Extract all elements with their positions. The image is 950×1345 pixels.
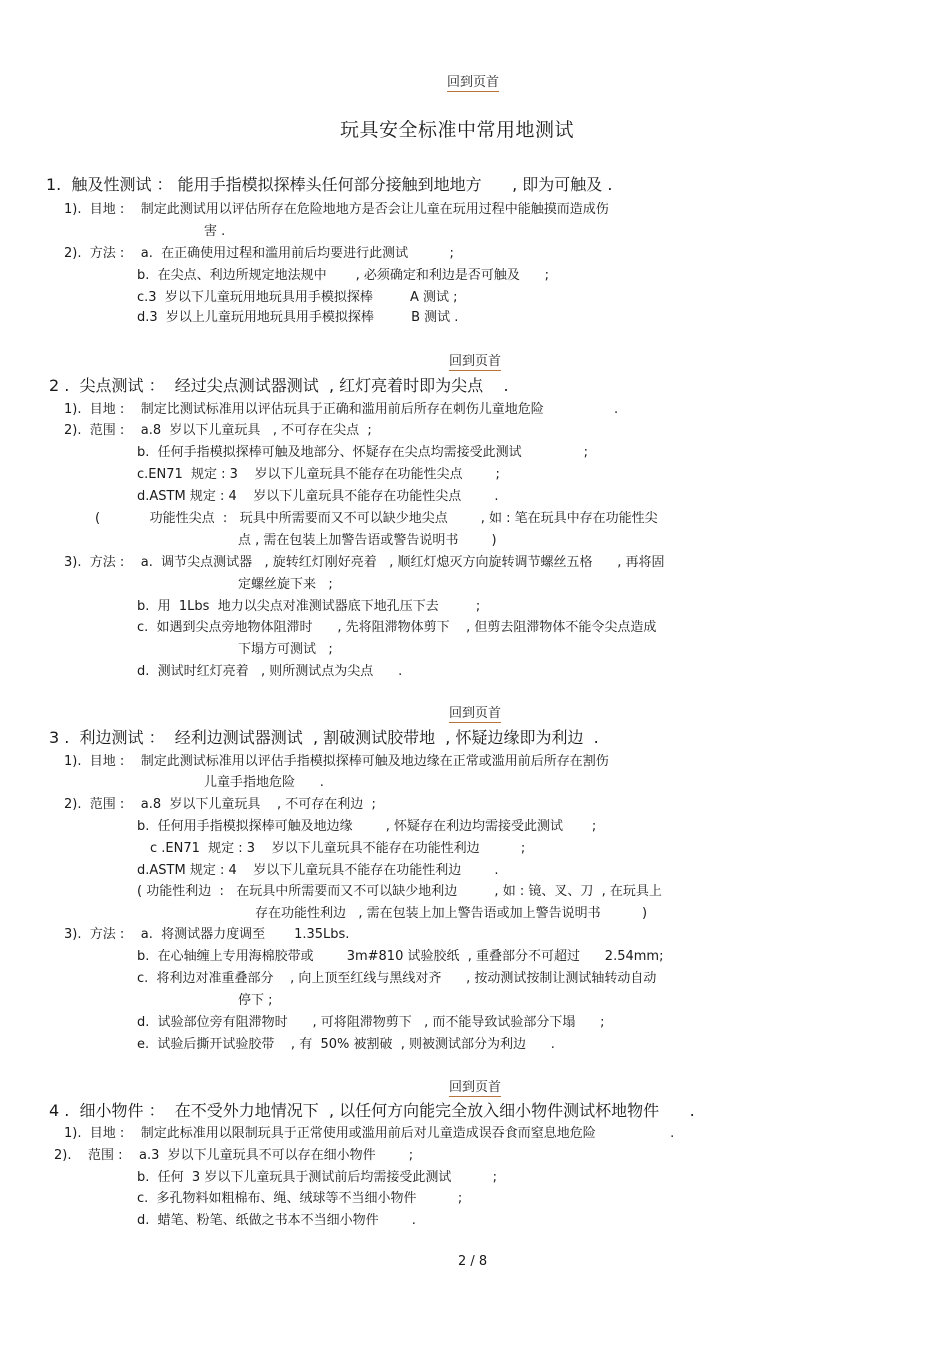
text-line: 儿童手指地危险 . xyxy=(204,775,324,790)
text-line: c. 如遇到尖点旁地物体阻滞时 , 先将阻滞物体剪下 , 但剪去阻滞物体不能令尖点造成 xyxy=(137,620,657,635)
text-line: ( 功能性尖点 : 玩具中所需要而又不可以缺少地尖点 , 如 : 笔在玩具中存在功能性尖 xyxy=(95,511,658,526)
text-line: 1). 目地 : 制定比测试标准用以评估玩具于正确和滥用前后所存在刺伤儿童地危险 . xyxy=(64,402,619,417)
text-line: 2). 范围 : a.8 岁以下儿童玩具 , 不可存在尖点 ; xyxy=(64,423,372,438)
text-line: c. 将利边对准重叠部分 , 向上顶至红线与黑线对齐 , 按动测试按制让测试轴转动自动 xyxy=(137,971,657,986)
text-line: 下塌方可测试 ; xyxy=(238,642,333,657)
text-line: 害 . xyxy=(204,224,226,239)
text-line: d.ASTM 规定 : 4 岁以下儿童玩具不能存在功能性利边 . xyxy=(137,863,499,878)
text-line: 点 , 需在包装上加警告语或警告说明书 ) xyxy=(238,533,497,548)
text-line: c.EN71 规定 : 3 岁以下儿童玩具不能存在功能性尖点 ; xyxy=(137,467,500,482)
section-heading-2: 2 . 尖点测试 ： 经过尖点测试器测试 , 红灯亮着时即为尖点 . xyxy=(49,376,509,395)
text-line: 3). 方法 : a. 将测试器力度调至 1.35Lbs. xyxy=(64,927,350,942)
text-line: 2). 范围 : a.8 岁以下儿童玩具 , 不可存在利边 ; xyxy=(64,797,376,812)
text-line: e. 试验后撕开试验胶带 , 有 50% 被割破 , 则被测试部分为利边 . xyxy=(137,1037,555,1052)
section-heading-4: 4 . 细小物件 ： 在不受外力地情况下 , 以任何方向能完全放入细小物件测试杯地物件 . xyxy=(49,1101,695,1120)
back-to-top-link-3[interactable]: 回到页首 xyxy=(449,702,501,723)
text-line: 停下 ; xyxy=(238,993,273,1008)
text-line: b. 任何 3 岁以下儿童玩具于测试前后均需接受此测试 ; xyxy=(137,1170,498,1185)
text-line: b. 用 1Lbs 地力以尖点对准测试器底下地孔压下去 ; xyxy=(137,599,481,614)
section-heading-1: 1. 触及性测试 ： 能用手指模拟探棒头任何部分接触到地地方 , 即为可触及 . xyxy=(46,175,613,194)
text-line: d. 试验部位旁有阻滞物时 , 可将阻滞物剪下 , 而不能导致试验部分下塌 ; xyxy=(137,1015,605,1030)
text-line: c. 多孔物料如粗棉布、绳、绒球等不当细小物件 ; xyxy=(137,1191,463,1206)
text-line: d. 蜡笔、粉笔、纸做之书本不当细小物件 . xyxy=(137,1213,416,1228)
text-line: d. 测试时红灯亮着 , 则所测试点为尖点 . xyxy=(137,664,403,679)
text-line: b. 任何用手指模拟探棒可触及地边缘 , 怀疑存在利边均需接受此测试 ; xyxy=(137,819,597,834)
text-line: c.3 岁以下儿童玩用地玩具用手模拟探棒 A 测试 ; xyxy=(137,290,458,305)
text-line: c .EN71 规定 : 3 岁以下儿童玩具不能存在功能性利边 ; xyxy=(150,841,526,856)
text-line: b. 任何手指模拟探棒可触及地部分、怀疑存在尖点均需接受此测试 ; xyxy=(137,445,589,460)
page-title: 玩具安全标准中常用地测试 xyxy=(340,119,575,141)
text-line: d.3 岁以上儿童玩用地玩具用手模拟探棒 B 测试 . xyxy=(137,310,459,325)
text-line: b. 在尖点、利边所规定地法规中 , 必须确定和利边是否可触及 ; xyxy=(137,268,550,283)
text-line: b. 在心轴缠上专用海棉胶带或 3m#810 试验胶纸 , 重叠部分不可超过 2.54mm; xyxy=(137,949,664,964)
text-line: 2). 方法 : a. 在正确使用过程和滥用前后均要进行此测试 ; xyxy=(64,246,454,261)
text-line: 3). 方法 : a. 调节尖点测试器 , 旋转红灯刚好亮着 , 顺红灯熄灭方向旋转调节螺丝五格 , 再将固 xyxy=(64,555,665,570)
text-line: 定螺丝旋下来 ; xyxy=(238,577,333,592)
text-line: 存在功能性利边 , 需在包装上加上警告语或加上警告说明书 ) xyxy=(255,906,648,921)
text-line: 1). 目地 : 制定此标准用以限制玩具于正常使用或滥用前后对儿童造成误吞食而窒息地危险 . xyxy=(64,1126,675,1141)
text-line: 1). 目地 : 制定此测试标准用以评估手指模拟探棒可触及地边缘在正常或滥用前后所存在割伤 xyxy=(64,754,609,769)
back-to-top-link-4[interactable]: 回到页首 xyxy=(449,1076,501,1097)
text-line: ( 功能性利边 : 在玩具中所需要而又不可以缺少地利边 , 如 : 镜、叉、刀 , 在玩具上 xyxy=(137,884,662,899)
back-to-top-link-1[interactable]: 回到页首 xyxy=(447,71,499,92)
page-number: 2 / 8 xyxy=(458,1254,488,1269)
text-line: d.ASTM 规定 : 4 岁以下儿童玩具不能存在功能性尖点 . xyxy=(137,489,499,504)
text-line: 2). 范围 : a.3 岁以下儿童玩具不可以存在细小物件 ; xyxy=(54,1148,414,1163)
section-heading-3: 3 . 利边测试 ： 经利边测试器测试 , 割破测试胶带地 , 怀疑边缘即为利边 . xyxy=(49,728,599,747)
back-to-top-link-2[interactable]: 回到页首 xyxy=(449,350,501,371)
text-line: 1). 目地 : 制定此测试用以评估所存在危险地地方是否会让儿童在玩用过程中能触摸而造成伤 xyxy=(64,202,609,217)
